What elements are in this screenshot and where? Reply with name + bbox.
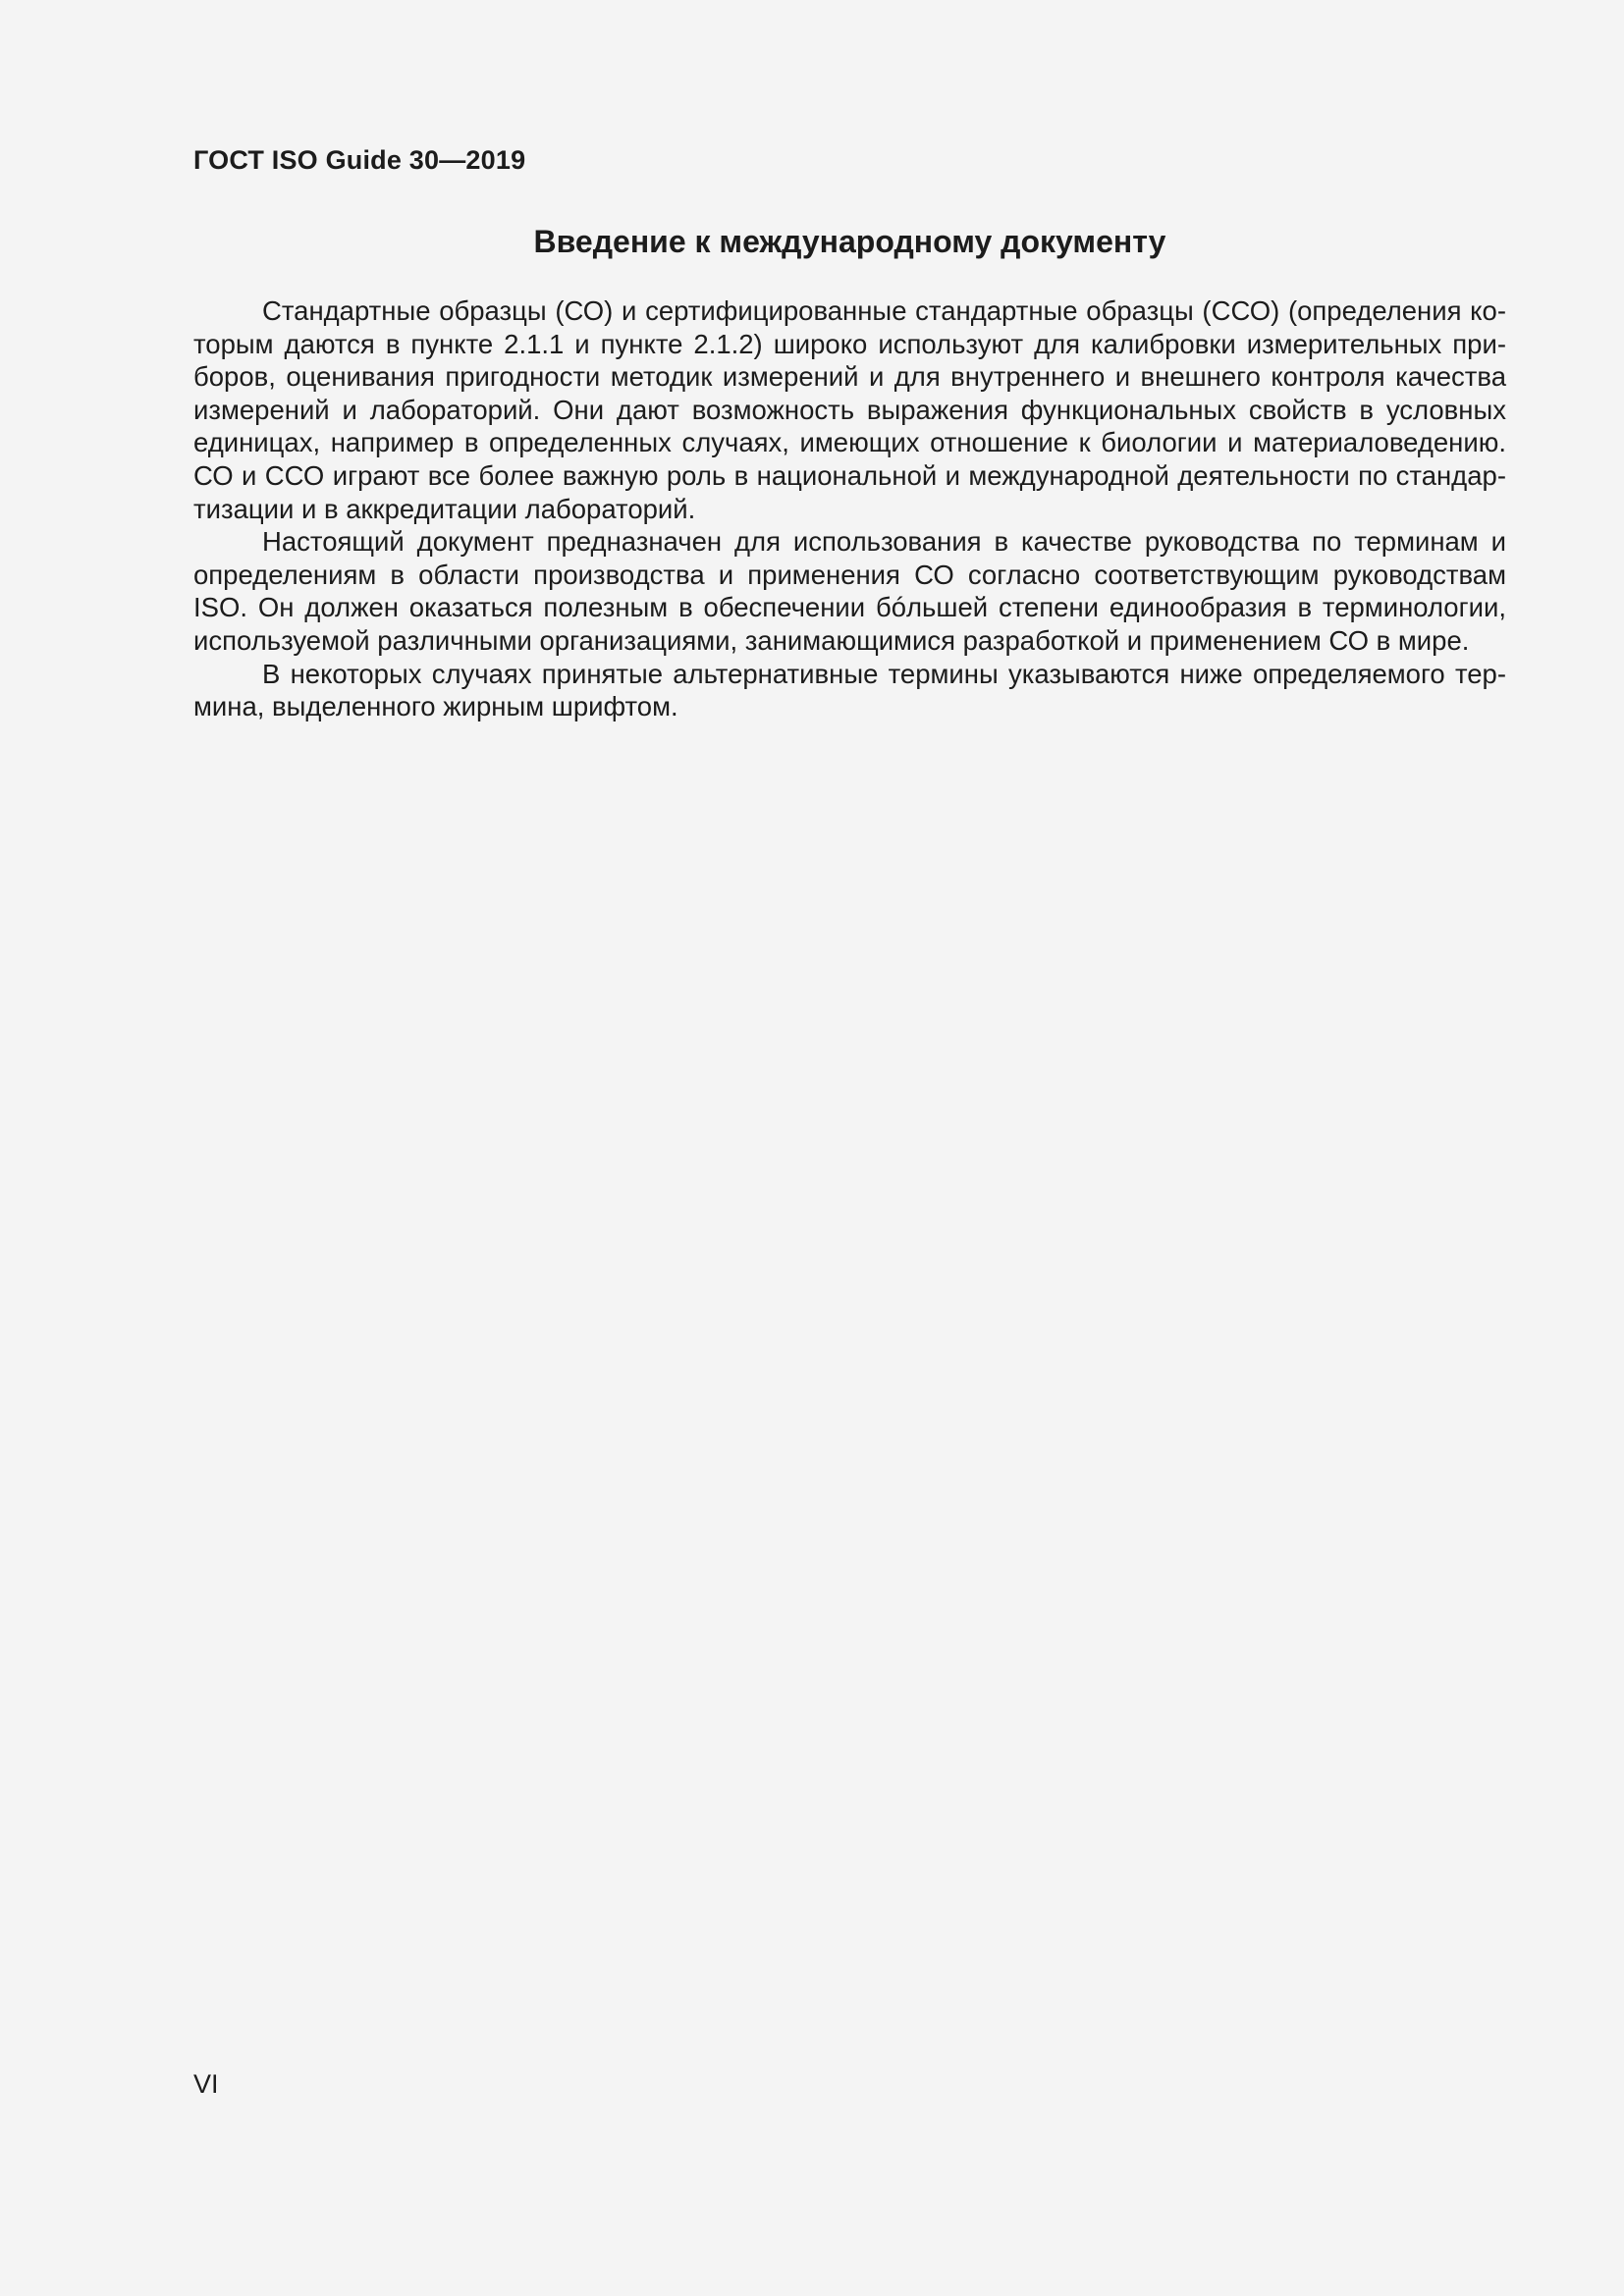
section-title: Введение к международному документу bbox=[533, 224, 1166, 259]
body-text bbox=[193, 294, 1506, 723]
document-code-header: ГОСТ ISO Guide 30—2019 bbox=[193, 145, 526, 175]
paragraph-2: Настоящий документ предназначен для использования в качестве руководства по терминам и определениям в области производства и применения СО согласно соответствующим руководствам ISO. Он должен оказаться полезным в обеспечении бóльшей степени единообразия в терминологии, используемой различными организациями, занимающимися разработкой и применением СО в мире. bbox=[193, 526, 1506, 656]
paragraph-1: Стандартные образцы (СО) и сертифицированные стандартные образцы (ССО) (определения которым даются в пункте 2.1.1 и пункте 2.1.2) широко используют для калибровки измерительных приборов, оценивания пригодности методик измерений и для внутреннего и внешнего контроля качества измерений и лабораторий. Они дают возможность выражения функциональных свойств в условных единицах, например в определенных случаях, имеющих отношение к биологии и материаловедению. СО и ССО играют все более важную роль в национальной и международной деятельности по стандартизации и в аккредитации лабораторий. bbox=[193, 295, 1506, 524]
paragraph-3: В некоторых случаях принятые альтернативные термины указываются ниже определяемого термина, выделенного жирным шрифтом. bbox=[193, 658, 1506, 722]
page-number: VI bbox=[193, 2069, 219, 2099]
